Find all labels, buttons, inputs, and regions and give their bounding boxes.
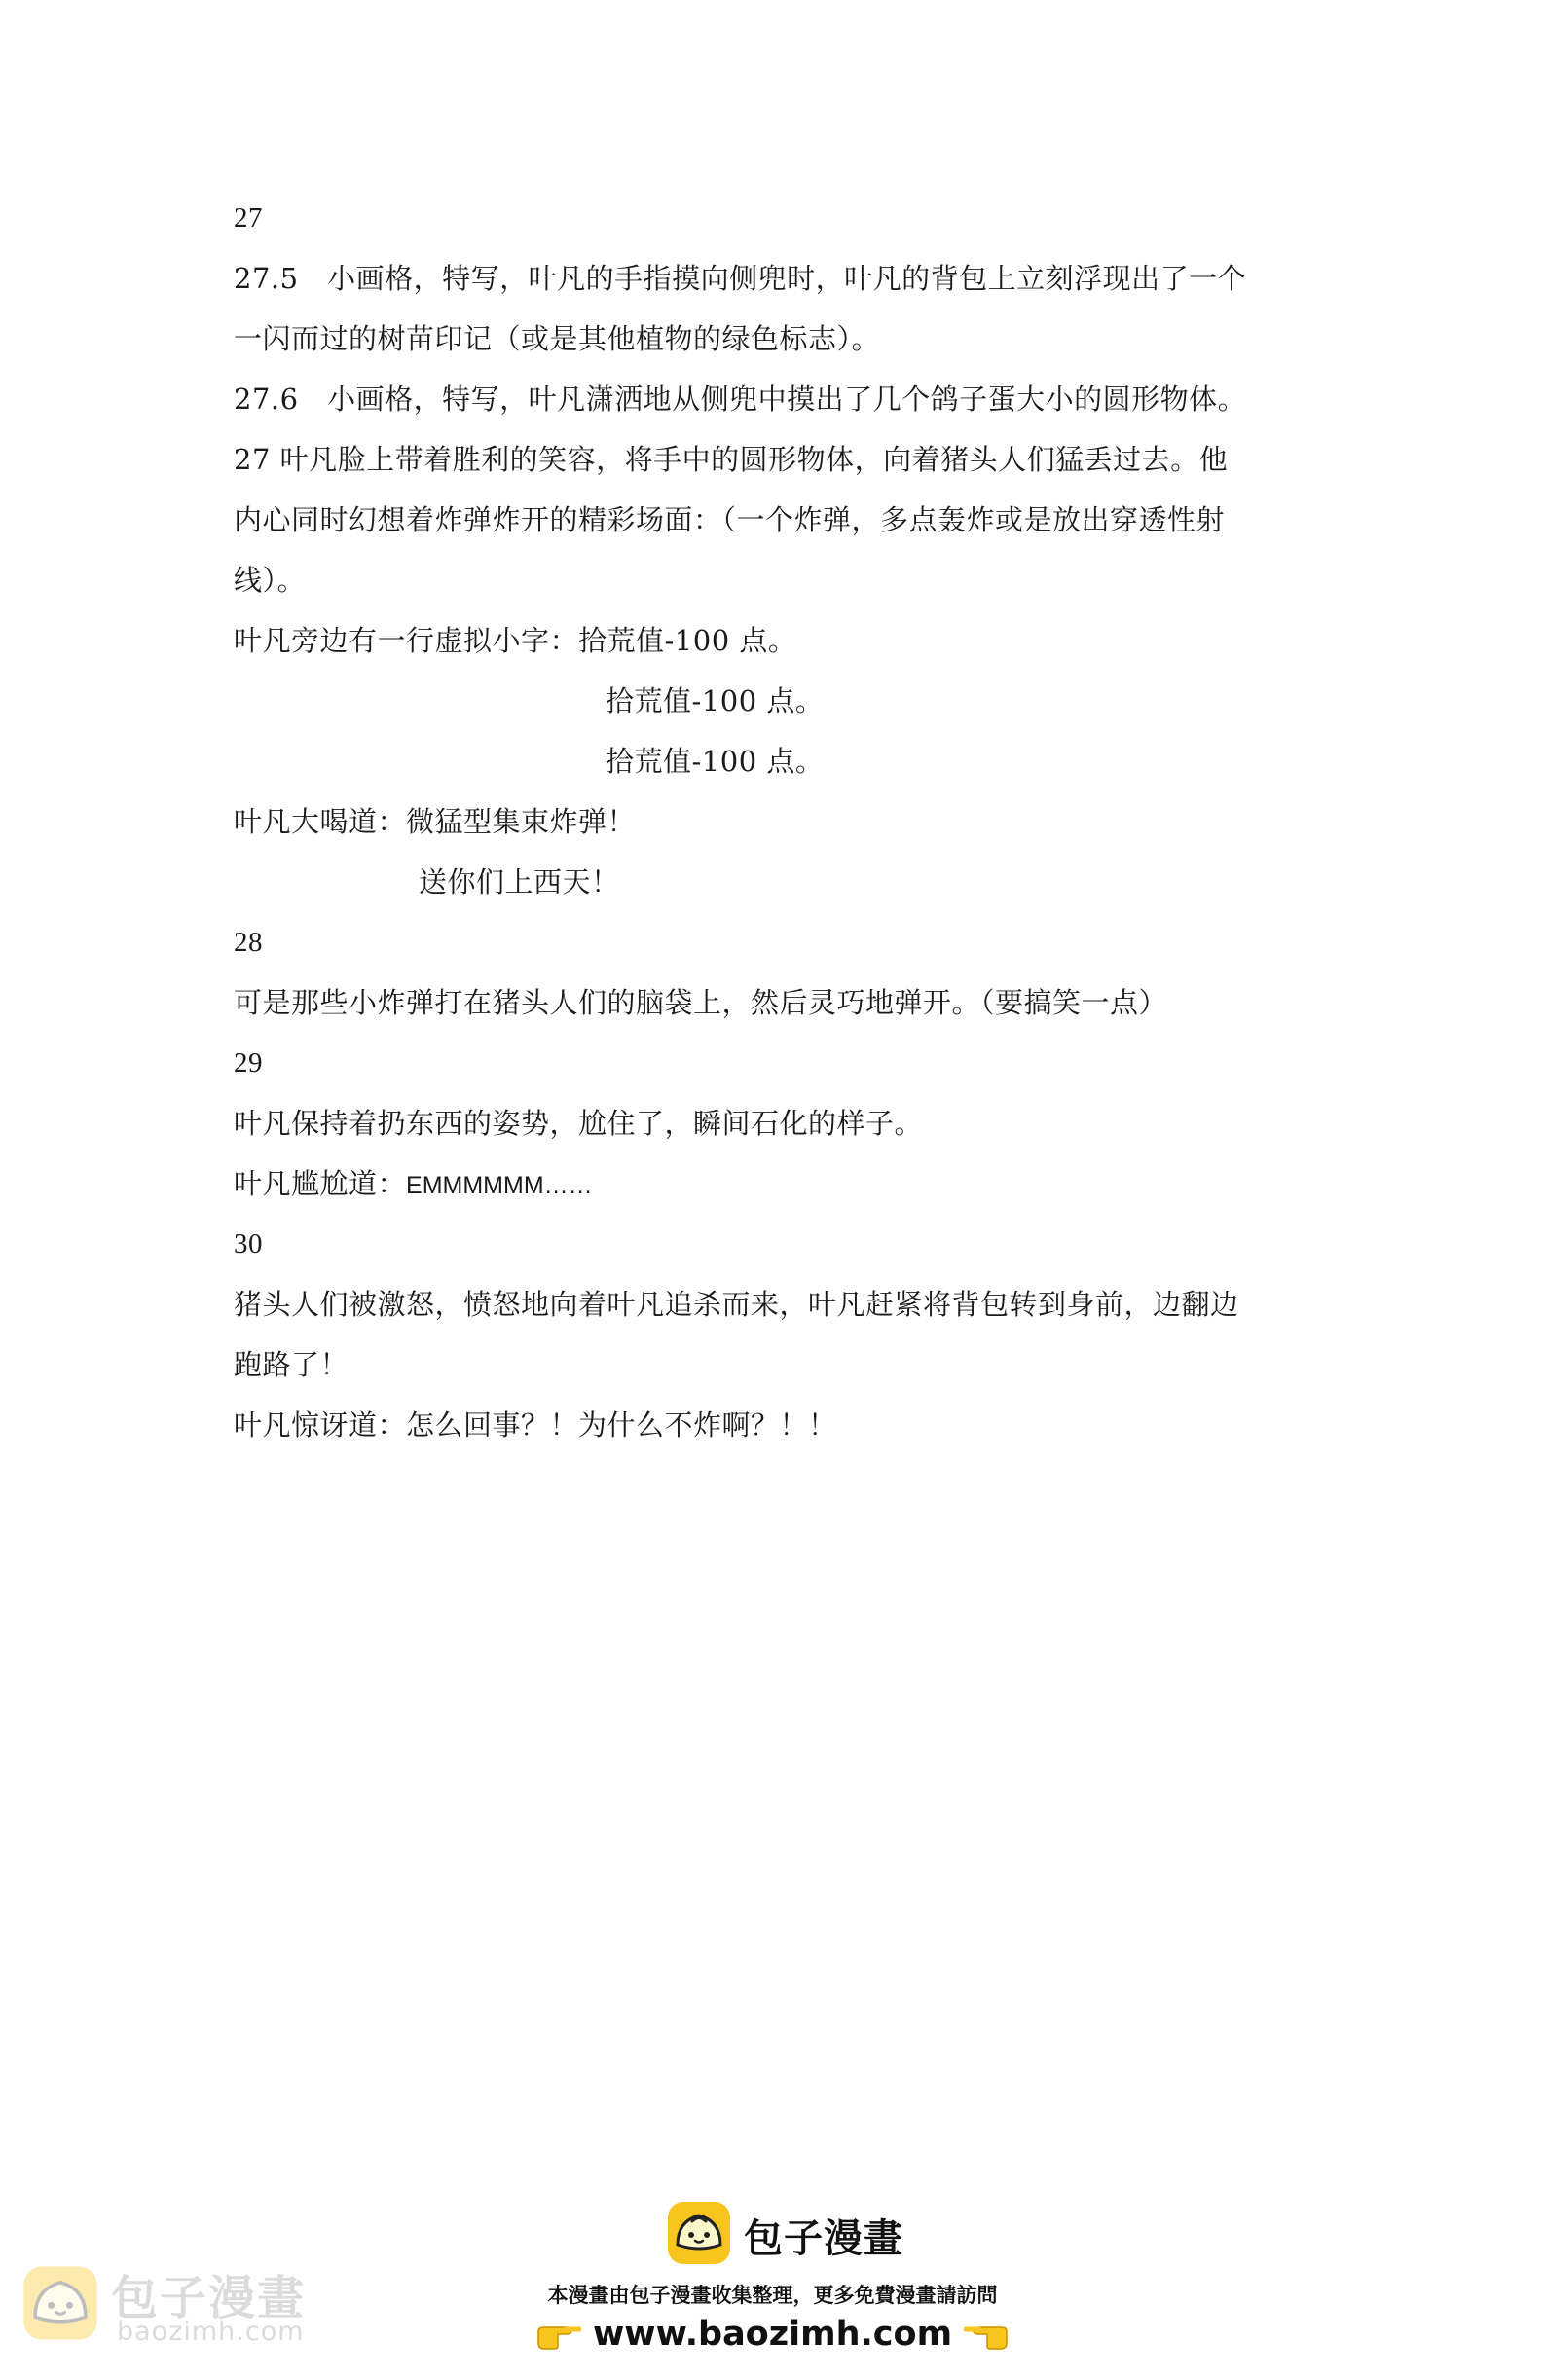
script-line: 内心同时幻想着炸弹炸开的精彩场面：（一个炸弹，多点轰炸或是放出穿透性射 (234, 503, 1226, 536)
script-line: 跑路了！ (234, 1348, 349, 1381)
awkward-sound: EMMMMMM…… (406, 1172, 593, 1199)
watermark-name: 包子漫畫 (111, 2271, 307, 2325)
brand-name: 包子漫畫 (744, 2216, 903, 2261)
script-line-indented: 拾荒值-100 点。 (606, 684, 825, 717)
section-number-29: 29 (234, 1047, 263, 1079)
speaker-label: 叶凡尴尬道： (234, 1167, 407, 1200)
section-number-27: 27 (234, 202, 263, 234)
watermark-bun-icon (21, 2264, 99, 2342)
script-line: 27.6 小画格，特写，叶凡潇洒地从侧兜中摸出了几个鸽子蛋大小的圆形物体。 (234, 383, 1247, 416)
script-line: 猪头人们被激怒，愤怒地向着叶凡追杀而来，叶凡赶紧将背包转到身前，边翻边 (234, 1288, 1239, 1321)
script-line: 一闪而过的树苗印记（或是其他植物的绿色标志）。 (234, 322, 881, 355)
script-line-indented: 送你们上西天！ (419, 865, 620, 898)
script-line: 27.5 小画格，特写，叶凡的手指摸向侧兜时，叶凡的背包上立刻浮现出了一个 (234, 262, 1247, 295)
watermark-url: baozimh.com (117, 2317, 305, 2347)
script-line: 叶凡保持着扔东西的姿势，尬住了，瞬间石化的样子。 (234, 1107, 924, 1140)
pointing-right-hand-icon (536, 2321, 581, 2350)
script-line: 叶凡惊讶道：怎么回事？！为什么不炸啊？！！ (234, 1409, 837, 1442)
script-line: 叶凡旁边有一行虚拟小字：拾荒值-100 点。 (234, 624, 797, 657)
section-number-28: 28 (234, 927, 263, 958)
bun-icon (666, 2200, 732, 2266)
footer-brand[interactable] (666, 2200, 903, 2266)
watermark (21, 2256, 313, 2354)
pointing-left-hand-icon (964, 2321, 1009, 2350)
footer-url-link[interactable]: www.baozimh.com (592, 2315, 953, 2354)
script-line: 可是那些小炸弹打在猪头人们的脑袋上，然后灵巧地弹开。（要搞笑一点） (234, 986, 1168, 1019)
script-line (234, 1164, 593, 1205)
script-line: 线）。 (234, 564, 307, 597)
footer-note: 本漫畫由包子漫畫收集整理，更多免費漫畫請訪問 (547, 2284, 998, 2307)
section-number-30: 30 (234, 1228, 263, 1260)
script-line: 27 叶凡脸上带着胜利的笑容，将手中的圆形物体，向着猪头人们猛丢过去。他 (234, 443, 1229, 476)
script-line: 叶凡大喝道：微猛型集束炸弹！ (234, 805, 637, 838)
script-line-indented: 拾荒值-100 点。 (606, 745, 825, 778)
